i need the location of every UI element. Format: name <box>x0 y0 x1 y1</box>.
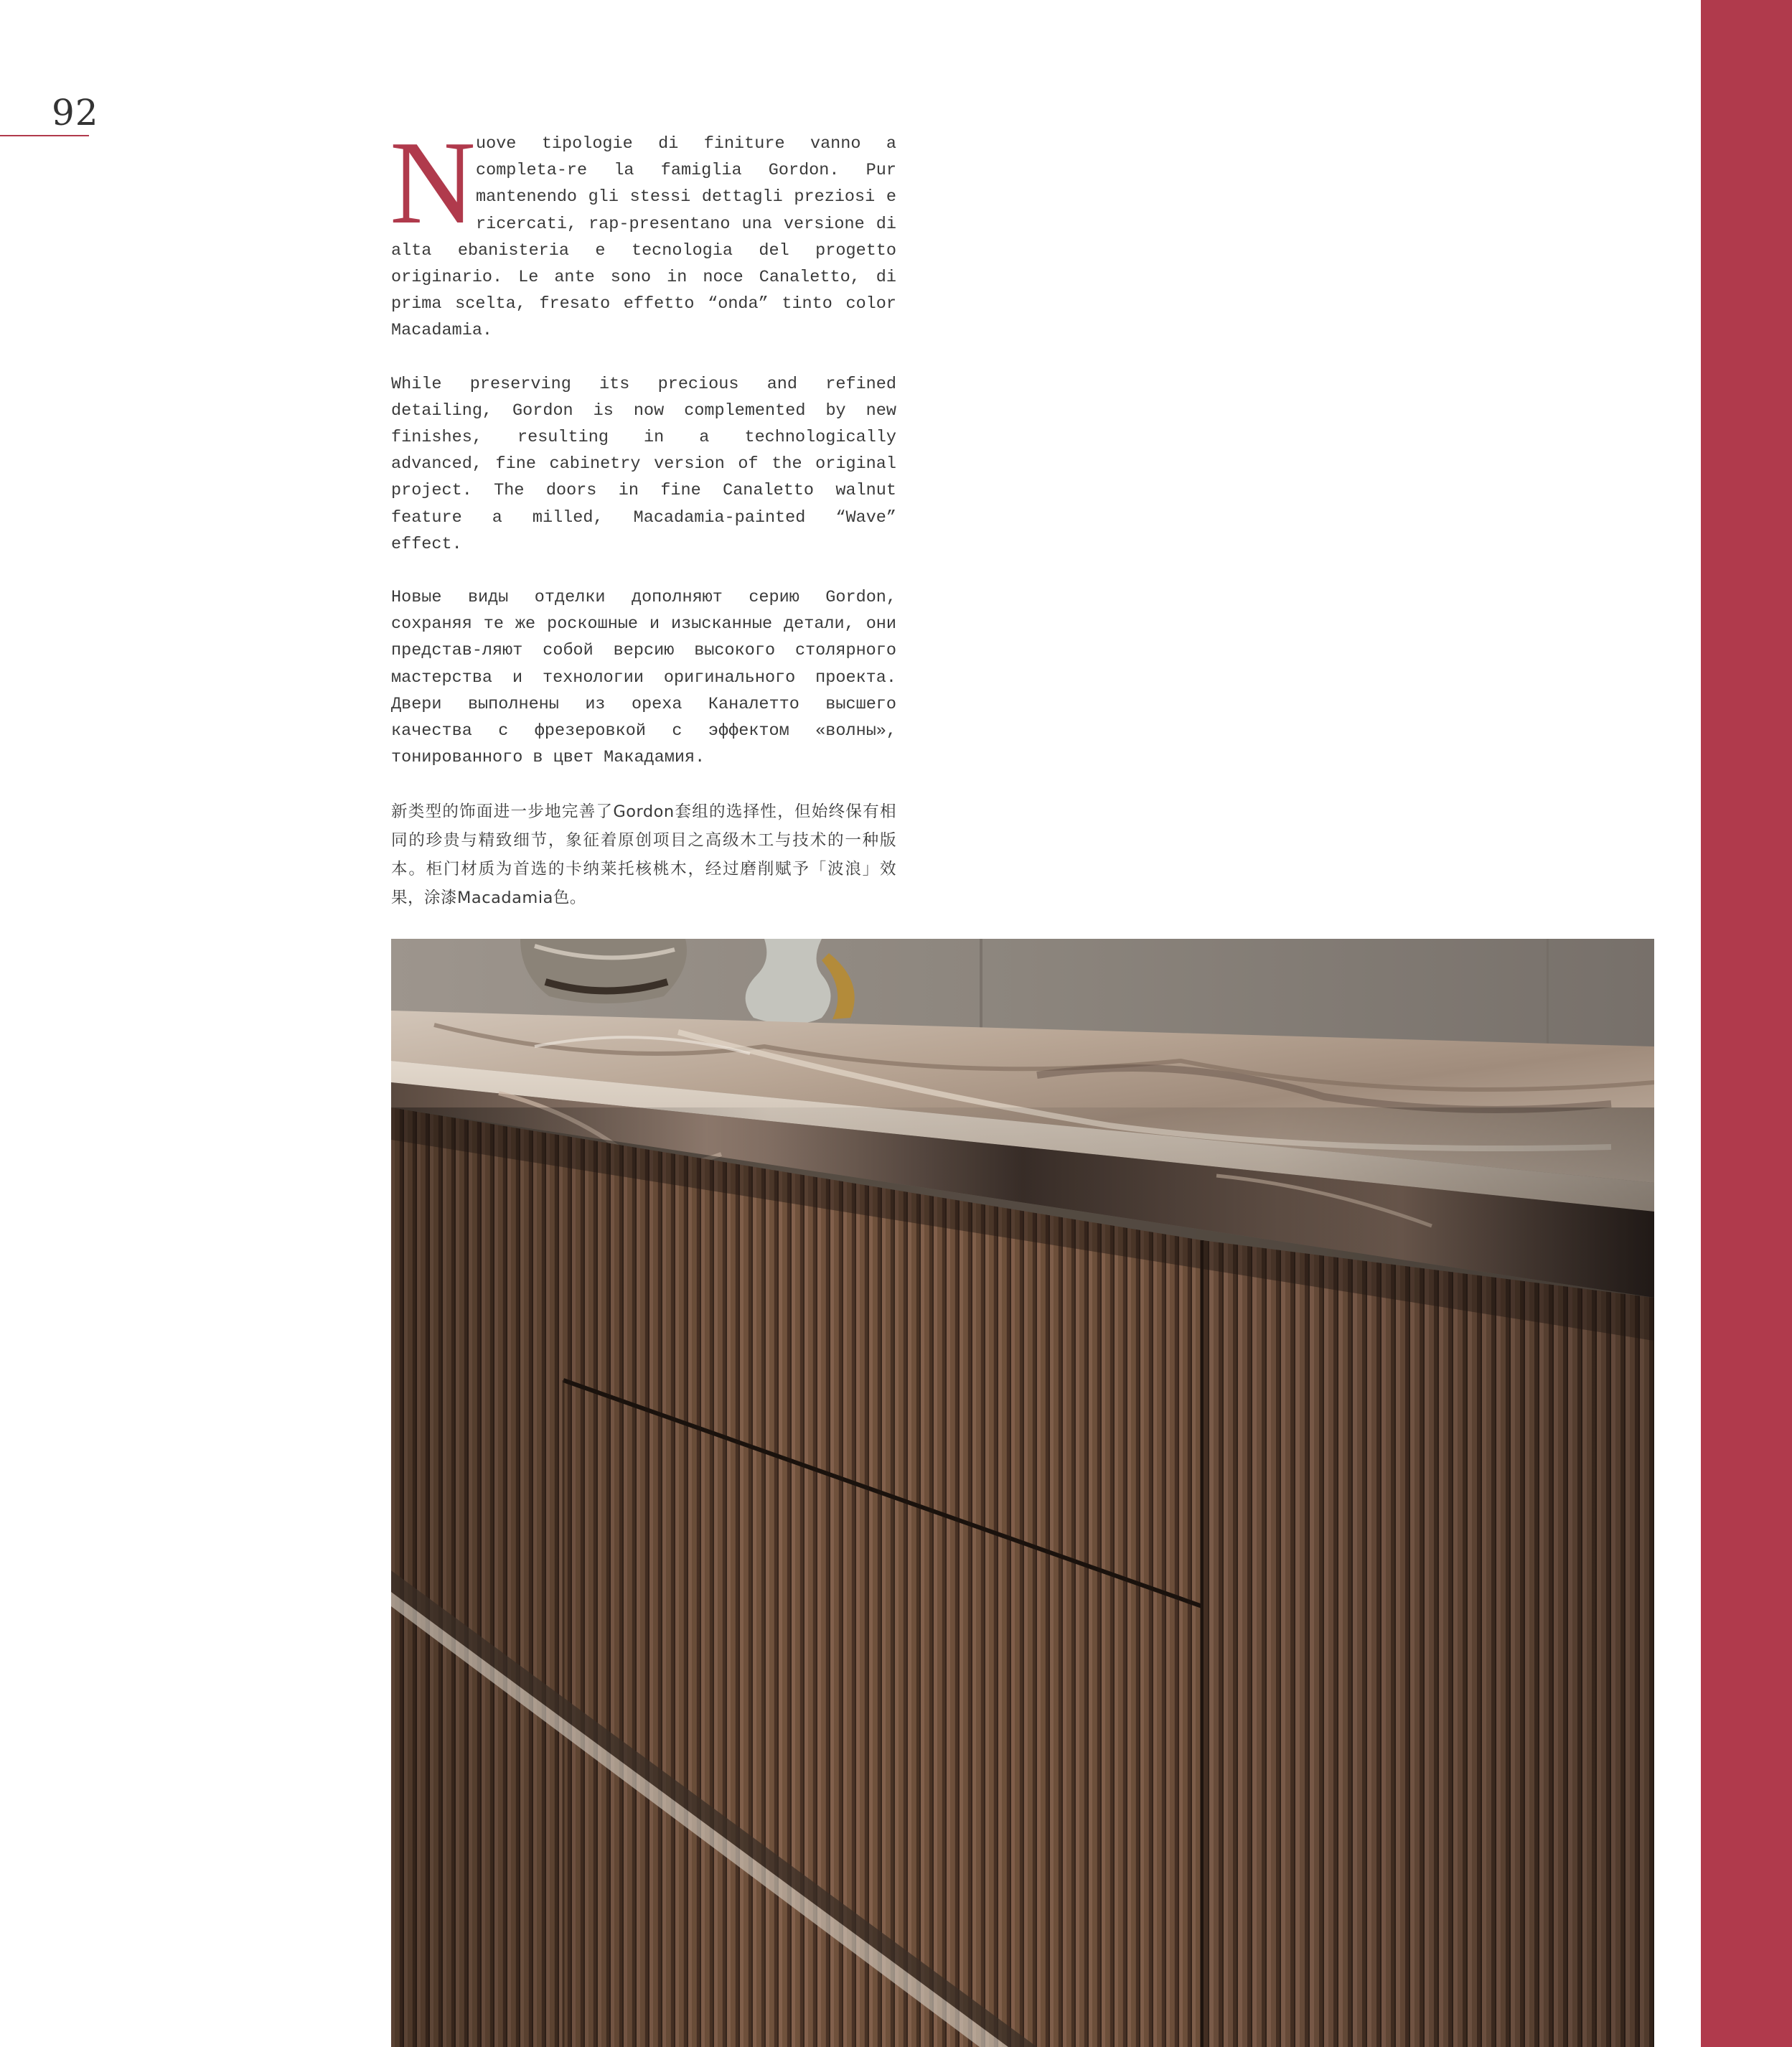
paragraph-english: While preserving its precious and refined detailing, Gordon is now complemented by new finishes, resulting in a technologically advanced, fine cabinetry version of the original project. The doors in fine Canaletto walnut feature a milled, Macadamia-painted “Wave” effect. <box>391 374 896 554</box>
paragraph-italian-text: uove tipologie di finiture vanno a completa-re la famiglia Gordon. Pur mantenendo gli stessi dettagli preziosi e ricercati, rap-presentano una versione di alta ebanisteria e tecnologia del progetto originario. Le ante sono in noce Canaletto, di prima scelta, fresato effetto “onda” tinto color Macadamia. <box>391 134 896 341</box>
product-photo-sideboard <box>391 939 1654 2047</box>
page-number: 92 <box>52 92 99 134</box>
paragraph-chinese: 新类型的饰面进一步地完善了Gordon套组的选择性，但始终保有相同的珍贵与精致细节，象征着原创项目之高级木工与技术的一种版本。柜门材质为首选的卡纳莱托核桃木，经过磨削赋予「波浪」效果，涂漆Macadamia色。 <box>391 802 896 908</box>
paragraph-russian: Новые виды отделки дополняют серию Gordon, сохраняя те же роскошные и изысканные детали, они представ-ляют собой версию высокого столярного мастерства и технологии оригинального проекта. Двери выполнены из ореха Каналетто высшего качества с фрезеровкой с эффектом «волны», тонированного в цвет Макадамия. <box>391 588 896 768</box>
article-text <box>390 116 896 939</box>
page-number-rule <box>0 135 89 136</box>
sideboard-illustration <box>391 939 1654 2047</box>
drop-cap: N <box>390 116 476 248</box>
paragraph-italian <box>390 116 896 345</box>
side-color-band <box>1701 0 1792 2047</box>
